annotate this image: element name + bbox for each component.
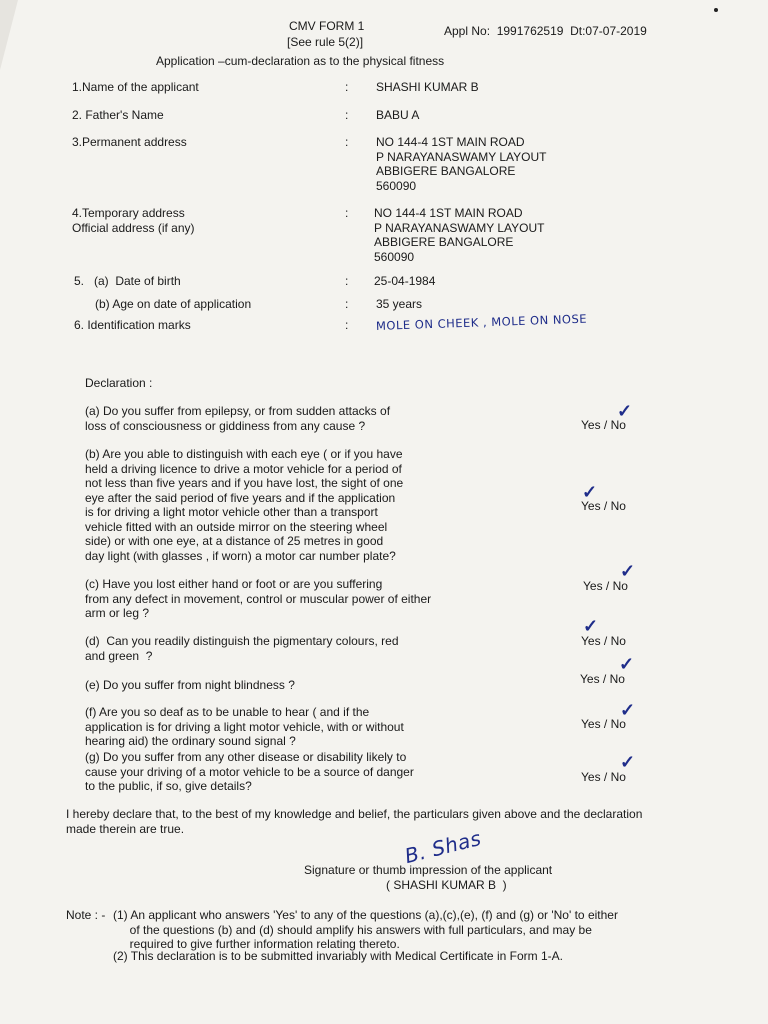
- declaration-statement: I hereby declare that, to the best of my knowledge and belief, the particulars given above and the declaration made therein are true.: [66, 807, 643, 836]
- field-label-name: 1.Name of the applicant: [72, 80, 199, 94]
- note-item-2: (2) This declaration is to be submitted invariably with Medical Certificate in Form 1-A.: [113, 949, 563, 963]
- field-value-temporary-address: NO 144-4 1ST MAIN ROAD P NARAYANASWAMY LAYOUT ABBIGERE BANGALORE 560090: [374, 206, 545, 264]
- question-c: (c) Have you lost either hand or foot or are you suffering from any defect in movement, control or muscular power of either arm or leg ?: [85, 577, 432, 620]
- form-subtitle: Application –cum-declaration as to the physical fitness: [156, 54, 445, 68]
- signature-caption: Signature or thumb impression of the applicant: [304, 863, 553, 877]
- field-value-dob: 25-04-1984: [374, 274, 436, 288]
- question-f: (f) Are you so deaf as to be unable to hear ( and if the application is for driving a light motor vehicle, with or without hearing aid) the ordinary sound signal ?: [85, 705, 404, 748]
- field-label-father: 2. Father's Name: [72, 108, 164, 122]
- question-g: (g) Do you suffer from any other disease or disability likely to cause your driving of a motor vehicle to be a source of danger to the public, if so, give details?: [85, 750, 414, 793]
- field-value-age: 35 years: [376, 297, 423, 311]
- answer-e: Yes / No: [580, 672, 625, 686]
- signature-handwriting: B. Shas: [402, 825, 484, 869]
- tick-no-c: ✓: [620, 561, 636, 581]
- field-colon: :: [345, 274, 349, 288]
- note-item-1: (1) An applicant who answers 'Yes' to any of the questions (a),(c),(e), (f) and (g) or 'No' to either of the questions (b) and (d) should amplify his answers with full particulars, and may be required to give further information relating thereto.: [113, 908, 618, 951]
- field-label-temporary-address: 4.Temporary address Official address (if any): [72, 206, 195, 235]
- field-colon: :: [345, 318, 349, 332]
- question-a: (a) Do you suffer from epilepsy, or from sudden attacks of loss of consciousness or giddiness from any cause ?: [85, 404, 391, 433]
- field-label-identification: 6. Identification marks: [74, 318, 191, 332]
- answer-g: Yes / No: [581, 770, 626, 784]
- answer-f: Yes / No: [581, 717, 626, 731]
- folded-corner: [0, 0, 18, 70]
- application-number: Appl No: 1991762519 Dt:07-07-2019: [444, 24, 647, 38]
- tick-no-f: ✓: [620, 700, 636, 720]
- answer-a: Yes / No: [581, 418, 626, 432]
- tick-yes-b: ✓: [582, 482, 598, 502]
- declaration-heading: Declaration :: [85, 376, 153, 390]
- field-label-dob: 5. (a) Date of birth: [74, 274, 181, 288]
- field-value-father: BABU A: [376, 108, 420, 122]
- field-value-name: SHASHI KUMAR B: [376, 80, 479, 94]
- field-colon: :: [345, 108, 349, 122]
- answer-c: Yes / No: [583, 579, 628, 593]
- tick-yes-d: ✓: [583, 616, 599, 636]
- field-colon: :: [345, 297, 349, 311]
- signature-name: ( SHASHI KUMAR B ): [386, 878, 507, 892]
- field-label-age: (b) Age on date of application: [95, 297, 252, 311]
- tick-no-e: ✓: [619, 654, 635, 674]
- field-colon: :: [345, 135, 349, 149]
- speck-mark: [714, 8, 718, 12]
- tick-no-a: ✓: [617, 401, 633, 421]
- answer-d: Yes / No: [581, 634, 626, 648]
- field-value-permanent-address: NO 144-4 1ST MAIN ROAD P NARAYANASWAMY LAYOUT ABBIGERE BANGALORE 560090: [376, 135, 547, 193]
- field-value-identification: MOLE ON CHEEK , MOLE ON NOSE: [375, 311, 588, 333]
- answer-b: Yes / No: [581, 499, 626, 513]
- question-e: (e) Do you suffer from night blindness ?: [85, 678, 295, 692]
- question-b: (b) Are you able to distinguish with each eye ( or if you have held a driving licence to drive a motor vehicle for a period of not less than five years and if you have lost, the sight of one eye after the said period of five years and if the application is for driving a light motor vehicle other than a transport vehicle fitted with an outside mirror on the steering wheel side) or with one eye, at a distance of 25 metres in good day light (with glasses , if worn) a motor car number plate?: [85, 447, 404, 563]
- tick-no-g: ✓: [620, 752, 636, 772]
- question-d: (d) Can you readily distinguish the pigmentary colours, red and green ?: [85, 634, 399, 663]
- rule-reference: [See rule 5(2)]: [287, 35, 364, 49]
- note-label: Note : -: [66, 908, 106, 922]
- form-title: CMV FORM 1: [289, 19, 365, 33]
- field-colon: :: [345, 206, 349, 220]
- field-colon: :: [345, 80, 349, 94]
- field-label-permanent-address: 3.Permanent address: [72, 135, 187, 149]
